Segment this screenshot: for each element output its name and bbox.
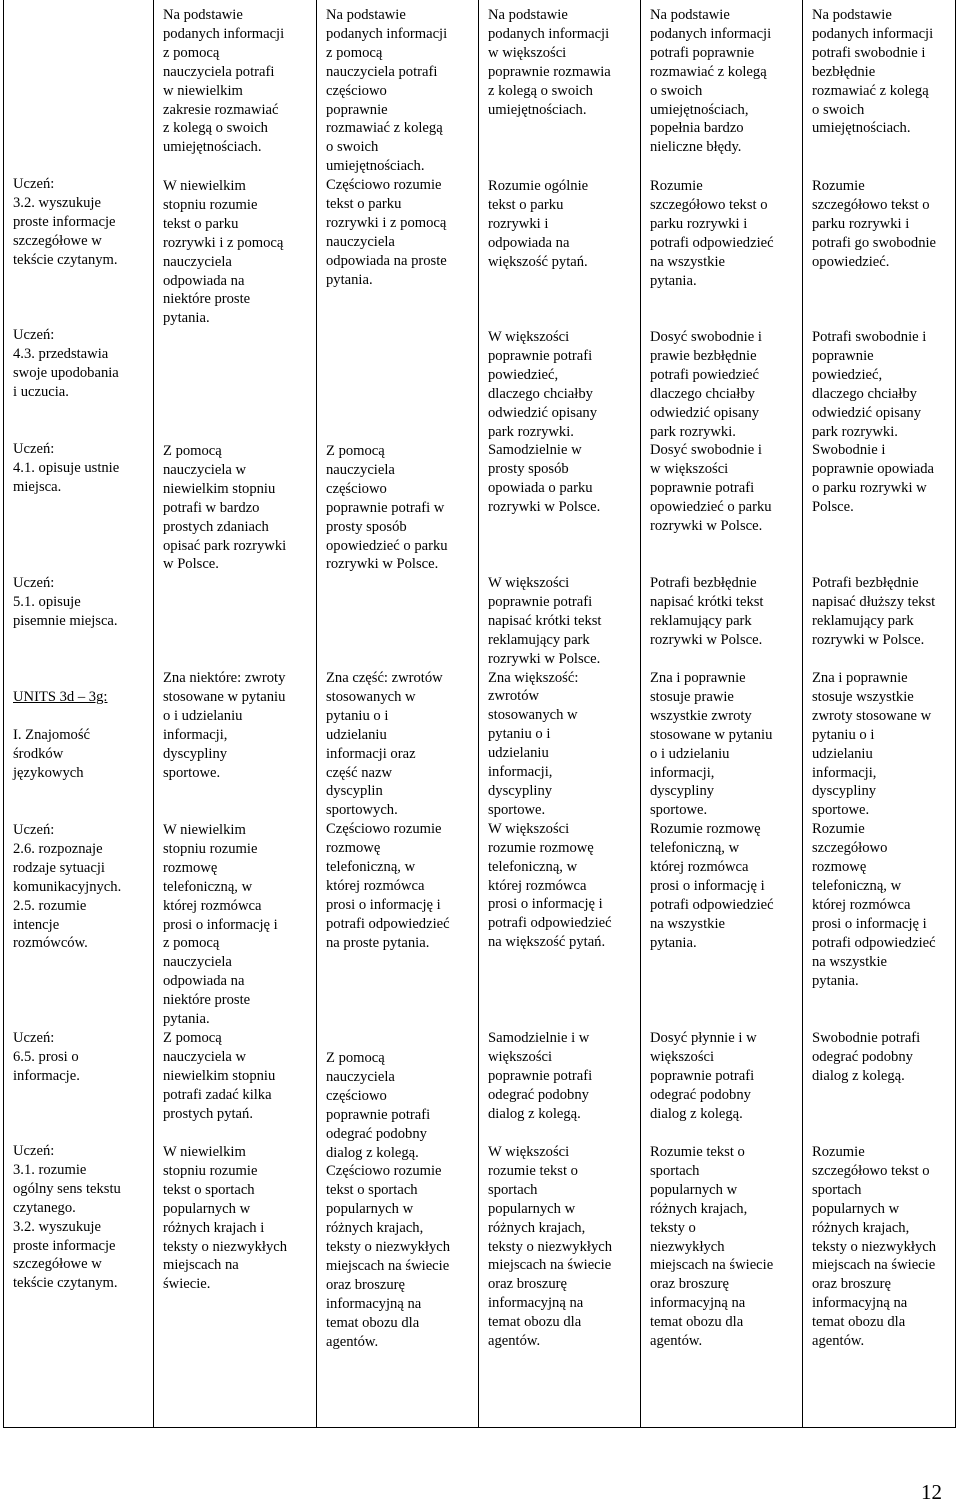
table-cell: Na podstawie podanych informacji z pomocą nauczyciela potrafi częściowo poprawnie rozmawiać z kolegą o swoich umiejętnościach. Częściowo rozumie tekst o parku rozrywki i z pomocą nauczyciela odpowiada na proste pytania. xyxy=(326,7,448,288)
table-cell: Samodzielnie i w większości poprawnie potrafi odegrać podobny dialog z kolegą. xyxy=(488,1030,593,1122)
table-cell: W większości rozumie tekst o sportach popularnych w różnych krajach, teksty o niezwykłych miejscach na świecie oraz broszurę informacyjną na temat obozu dla agentów. xyxy=(488,1144,613,1350)
table-cell xyxy=(13,669,149,801)
table-cell: Zna i poprawnie stosuje prawie wszystkie zwroty stosowane w pytaniu o i udzielaniu informacji, dyscypliny sportowe. Rozumie rozmowę telefoniczną, w której rozmówca prosi o informację i potrafi odpowiedzieć na wszystkie pytania. xyxy=(650,670,774,951)
page-number: 12 xyxy=(921,1480,942,1504)
column-grade-4 xyxy=(478,0,640,1427)
table-cell: Na podstawie podanych informacji w większości poprawnie rozmawia z kolegą o swoich umiejętnościach. xyxy=(488,7,611,118)
section-subheading: I. Znajomość środków językowych xyxy=(13,726,91,781)
column-grade-5 xyxy=(640,0,802,1427)
table-cell: Uczeń: 4.3. przedstawia swoje upodobania i uczucia. xyxy=(13,327,119,400)
table-cell: W niewielkim stopniu rozumie tekst o parku rozrywki i z pomocą nauczyciela odpowiada na niektóre proste pytania. xyxy=(163,178,284,327)
table-cell: Zna i poprawnie stosuje wszystkie zwroty stosowane w pytaniu o i udzielaniu informacji, dyscypliny sportowe. Rozumie szczegółowo rozmowę telefoniczną, w której rozmówca prosi o informację i potrafi odpowiedzieć na wszystkie pytania. xyxy=(812,670,936,989)
table-cell: Na podstawie podanych informacji potrafi swobodnie i bezbłędnie rozmawiać z kolegą o swoich umiejętnościach. xyxy=(812,7,934,137)
table-cell: W większości poprawnie potrafi powiedzieć, dlaczego chciałby odwiedzić opisany park rozrywki. Samodzielnie w prosty sposób opowiada o parku rozrywki w Polsce. xyxy=(488,329,601,516)
table-cell: Uczeń: 5.1. opisuje pisemnie miejsca. xyxy=(13,575,118,629)
table-cell: Rozumie ogólnie tekst o parku rozrywki i odpowiada na większość pytań. xyxy=(488,178,589,270)
column-curriculum xyxy=(4,0,153,1427)
table-cell: Rozumie szczegółowo tekst o parku rozrywki i potrafi go swobodnie opowiedzieć. xyxy=(812,178,937,270)
table-cell: Uczeń: 2.6. rozpoznaje rodzaje sytuacji komunikacyjnych. 2.5. rozumie intencje rozmówców. xyxy=(13,822,122,952)
criteria-table xyxy=(3,0,956,1428)
table-cell: Rozumie tekst o sportach popularnych w różnych krajach, teksty o niezwykłych miejscach na świecie oraz broszurę informacyjną na temat obozu dla agentów. xyxy=(650,1144,774,1350)
table-cell: Zna część: zwrotów stosowanych w pytaniu o i udzielaniu informacji oraz część nazw dyscyplin sportowych. Częściowo rozumie rozmowę telefoniczną, w której rozmówca prosi o informację i potrafi odpowiedzieć na proste pytania. xyxy=(326,670,450,951)
table-cell: Na podstawie podanych informacji potrafi poprawnie rozmawiać z kolegą o swoich umiejętnościach, popełnia bardzo nieliczne błędy. xyxy=(650,7,772,156)
table-cell: Potrafi swobodnie i poprawnie powiedzieć, dlaczego chciałby odwiedzić opisany park rozrywki. Swobodnie i poprawnie opowiada o parku rozrywki w Polsce. xyxy=(812,329,934,516)
table-cell: Z pomocą nauczyciela częściowo poprawnie potrafi w prosty sposób opowiedzieć o parku rozrywki w Polsce. xyxy=(326,443,448,573)
table-cell: Dosyć swobodnie i prawie bezbłędnie potrafi powiedzieć dlaczego chciałby odwiedzić opisany park rozrywki. Dosyć swobodnie i w większości poprawnie potrafi opowiedzieć o parku rozrywki w Polsce. xyxy=(650,329,772,535)
table-cell: Swobodnie potrafi odegrać podobny dialog z kolegą. xyxy=(812,1030,921,1084)
table-cell: W niewielkim stopniu rozumie rozmowę telefoniczną, w której rozmówca prosi o informację i z pomocą nauczyciela odpowiada na niektóre proste pytania. Z pomocą nauczyciela w niewielkim stopniu potrafi zadać kilka prostych pytań. xyxy=(163,822,278,1122)
table-cell: Uczeń: 3.2. wyszukuje proste informacje szczegółowe w tekście czytanym. xyxy=(13,176,118,268)
column-grade-2 xyxy=(153,0,316,1427)
table-cell: Uczeń: 4.1. opisuje ustnie miejsca. xyxy=(13,441,120,495)
table-cell: Z pomocą nauczyciela w niewielkim stopniu potrafi w bardzo prostych zdaniach opisać park rozrywki w Polsce. xyxy=(163,443,287,573)
table-cell: Uczeń: 3.1. rozumie ogólny sens tekstu czytanego. 3.2. wyszukuje proste informacje szczegółowe w tekście czytanym. xyxy=(13,1143,121,1292)
table-cell: Rozumie szczegółowo tekst o sportach popularnych w różnych krajach, teksty o niezwykłych miejscach na świecie oraz broszurę informacyjną na temat obozu dla agentów. xyxy=(812,1144,937,1350)
table-cell: Na podstawie podanych informacji z pomocą nauczyciela potrafi w niewielkim zakresie rozmawiać z kolegą o swoich umiejętnościach. xyxy=(163,7,285,156)
table-cell: W większości poprawnie potrafi napisać krótki tekst reklamujący park rozrywki w Polsce. Zna większość: zwrotów stosowanych w pytaniu o i udzielaniu informacji, dyscypliny sportowe. W większości rozumie rozmowę telefoniczną, w której rozmówca prosi o informację i potrafi odpowiedzieć na większość pytań. xyxy=(488,575,612,951)
table-cell: Z pomocą nauczyciela częściowo poprawnie potrafi odegrać podobny dialog z kolegą. Częściowo rozumie tekst o sportach popularnych w różnych krajach, teksty o niezwykłych miejscach na świecie oraz broszurę informacyjną na temat obozu dla agentów. xyxy=(326,1050,451,1350)
table-cell: W niewielkim stopniu rozumie tekst o sportach popularnych w różnych krajach i teksty o niezwykłych miejscach na świecie. xyxy=(163,1144,288,1293)
table-cell: Zna niektóre: zwroty stosowane w pytaniu o i udzielaniu informacji, dyscypliny sportowe. xyxy=(163,670,286,781)
table-cell: Potrafi bezbłędnie napisać dłuższy tekst reklamujący park rozrywki w Polsce. xyxy=(812,575,936,648)
table-cell: Dosyć płynnie i w większości poprawnie potrafi odegrać podobny dialog z kolegą. xyxy=(650,1030,757,1122)
table-cell: Uczeń: 6.5. prosi o informacje. xyxy=(13,1030,80,1084)
column-grade-6 xyxy=(802,0,957,1427)
table-cell: Potrafi bezbłędnie napisać krótki tekst reklamujący park rozrywki w Polsce. xyxy=(650,575,764,648)
section-heading: UNITS 3d – 3g: xyxy=(13,688,108,705)
column-grade-3 xyxy=(316,0,478,1427)
table-cell: Rozumie szczegółowo tekst o parku rozrywki i potrafi odpowiedzieć na wszystkie pytania. xyxy=(650,178,774,289)
